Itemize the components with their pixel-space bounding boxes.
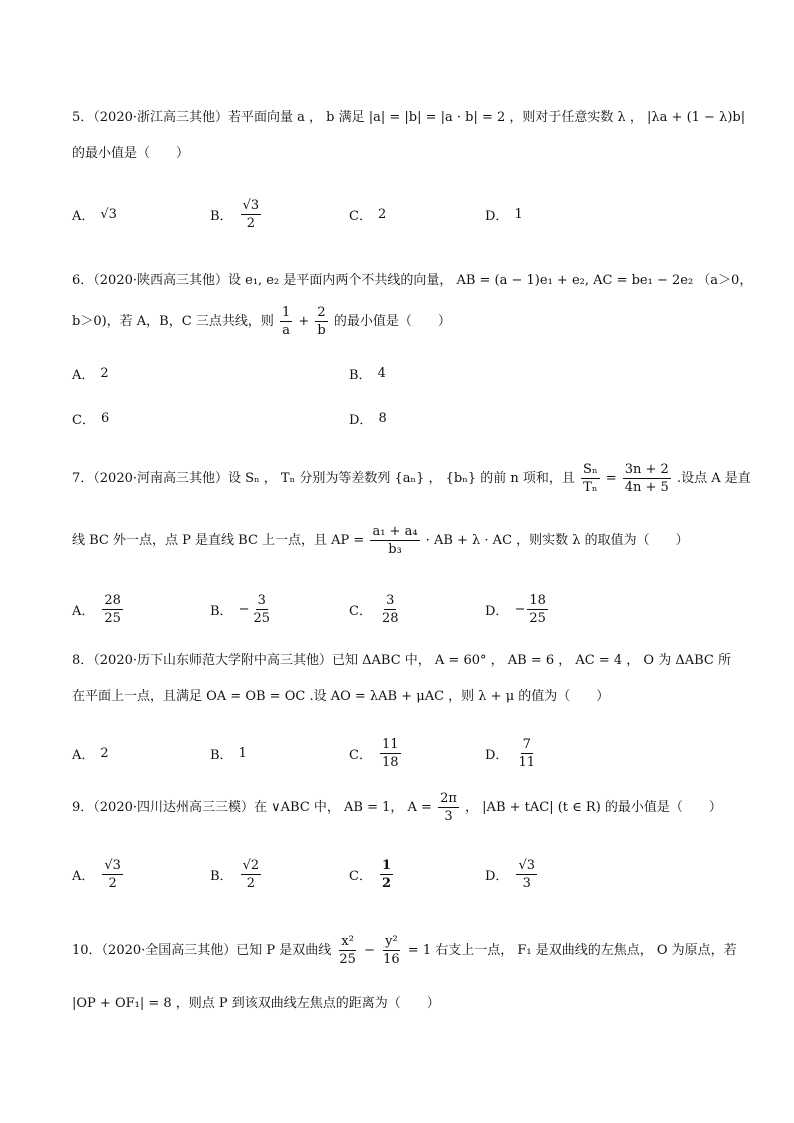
q6-option-b (349, 351, 386, 395)
option-value: 2 (377, 206, 387, 222)
option-label: C． (349, 603, 372, 619)
q8-stem-line2: 在平面上一点，且满足 OA = OB = OC .设 AO = λAB + μAC ，则 λ + μ 的值为（ ） (72, 689, 610, 704)
fraction-denominator: 28 (381, 610, 399, 626)
q7-option-b (210, 587, 274, 631)
q7-stem-line1 (72, 459, 751, 499)
q6-fraction-2 (315, 304, 327, 339)
fraction-denominator: 25 (104, 610, 121, 626)
fraction-denominator: b (317, 323, 326, 338)
fraction-numerator: √3 (518, 857, 535, 873)
option-label: A． (72, 747, 95, 763)
q7-options (72, 587, 722, 631)
option-label: A． (72, 208, 95, 224)
option-fraction (251, 592, 272, 627)
q7-fraction-ratio (623, 461, 671, 496)
fraction-denominator: a (282, 323, 290, 338)
q9-fraction-angle (438, 790, 459, 825)
option-label: B． (210, 747, 233, 763)
fraction-numerator: 7 (522, 736, 531, 752)
fraction-numerator: 18 (529, 592, 546, 608)
q7-fraction-s-over-t (581, 461, 600, 496)
q7-stem-text: · AB + λ · AC ，则实数 λ 的取值为（ ） (421, 533, 689, 548)
q10-stem-line1 (72, 931, 737, 971)
q10-stem-text: 10．（2020·全国高三其他）已知 P 是双曲线 (72, 943, 336, 958)
fraction-denominator: 4n + 5 (624, 480, 669, 495)
fraction-denominator: Tₙ (583, 480, 598, 495)
option-fraction (380, 857, 393, 892)
q7-stem-text: .设点 A 是直 (672, 471, 751, 486)
equals-sign: = (601, 471, 621, 486)
q9-options (72, 852, 722, 896)
option-value: 2 (100, 365, 109, 381)
q6-options-row2 (72, 396, 722, 440)
fraction-denominator: 25 (253, 610, 271, 626)
q10-stem-line2: |OP + OF₁| = 8 ，则点 P 到该双曲线左焦点的距离为（ ） (72, 996, 440, 1011)
option-value: 4 (377, 365, 386, 381)
q9-option-d (485, 852, 539, 896)
option-label: A． (72, 603, 95, 619)
fraction-numerator: 3 (257, 592, 266, 608)
q7-option-d (485, 587, 550, 631)
q8-option-a (72, 731, 109, 775)
q8-stem-line1: 8．（2020·历下山东师范大学附中高三其他）已知 ΔABC 中， A = 60° ， AB = 6 ， AC = 4 ， O 为 ΔABC 所 (72, 653, 731, 668)
fraction-denominator: 11 (518, 754, 535, 770)
q9-stem-text: 9．（2020·四川达州高三三模）在 ∨ABC 中， AB = 1， A = (72, 800, 437, 815)
q7-stem-line2 (72, 521, 689, 561)
q6-stem-line2 (72, 302, 451, 342)
q9-stem-text: ， |AB + tAC| (t ∈ R) 的最小值是（ ） (460, 800, 722, 815)
fraction-numerator: 1 (381, 857, 391, 873)
q5-option-b (210, 192, 263, 236)
fraction-numerator: √3 (104, 857, 121, 873)
fraction-numerator: √2 (242, 857, 260, 873)
option-fraction (241, 857, 262, 892)
option-value: 6 (100, 410, 110, 426)
q8-option-c (349, 731, 403, 775)
option-label: B． (210, 603, 233, 619)
minus-sign: − (359, 943, 380, 958)
option-label: D． (485, 208, 509, 224)
fraction-denominator: 3 (444, 809, 453, 824)
fraction-numerator: 1 (281, 305, 291, 320)
option-label: D． (485, 868, 509, 884)
q6-option-d (349, 396, 387, 440)
option-fraction (102, 592, 123, 627)
fraction-denominator: b₃ (388, 542, 402, 557)
fraction-numerator: √3 (242, 197, 260, 213)
q7-stem-text: 7．（2020·河南高三其他）设 Sₙ ， Tₙ 分别为等差数列 {aₙ} ， {bₙ} 的前 n 项和，且 (72, 471, 580, 486)
q5-options (72, 192, 722, 236)
q5-option-a (72, 192, 117, 236)
minus-sign: − (514, 601, 526, 617)
option-value: 2 (100, 745, 109, 761)
option-label: C． (349, 868, 372, 884)
q6-option-a (72, 351, 109, 395)
fraction-numerator: 2π (440, 791, 457, 806)
option-label: D． (349, 412, 373, 428)
option-label: B． (210, 208, 233, 224)
fraction-numerator: a₁ + a₄ (372, 524, 418, 539)
fraction-numerator: 11 (381, 736, 399, 752)
option-fraction (241, 197, 262, 232)
option-fraction (102, 857, 123, 892)
q8-options (72, 731, 722, 775)
fraction-denominator: 25 (529, 610, 546, 626)
fraction-numerator: 2 (317, 305, 326, 320)
fraction-denominator: 18 (381, 754, 399, 770)
plus-sign: + (294, 314, 314, 329)
minus-sign: − (238, 601, 250, 617)
option-label: D． (485, 603, 509, 619)
q7-stem-text: 线 BC 外一点，点 P 是直线 BC 上一点，且 AP = (72, 533, 369, 548)
fraction-numerator: 28 (104, 592, 121, 608)
option-value: 1 (238, 745, 247, 761)
q7-option-c (349, 587, 403, 631)
fraction-numerator: 3 (386, 592, 395, 608)
option-label: C． (349, 208, 372, 224)
option-label: C． (72, 412, 95, 428)
option-fraction (516, 857, 537, 892)
q6-stem-text: b＞0)，若 A，B，C 三点共线，则 (72, 314, 278, 329)
option-label: D． (485, 747, 509, 763)
q5-stem-line1: 5．（2020·浙江高三其他）若平面向量 a ， b 满足 |a| = |b| = |a · b| = 2 ，则对于任意实数 λ ， |λa + (1 − λ)b| (72, 110, 746, 125)
fraction-denominator: 2 (246, 215, 255, 231)
q8-option-b (210, 731, 247, 775)
fraction-numerator: y² (385, 934, 398, 949)
option-value: 1 (514, 206, 523, 222)
q10-stem-text: = 1 右支上一点， F₁ 是双曲线的左焦点， O 为原点，若 (403, 943, 737, 958)
option-value: √3 (100, 206, 117, 222)
option-fraction (527, 592, 548, 627)
option-label: C． (349, 747, 372, 763)
fraction-denominator: 3 (522, 875, 531, 891)
q7-option-a (72, 587, 125, 631)
q9-stem-line1 (72, 788, 722, 828)
option-value: 8 (378, 410, 387, 426)
q6-stem-text: 的最小值是（ ） (329, 314, 451, 329)
option-label: B． (349, 367, 372, 383)
q8-option-d (485, 731, 539, 775)
fraction-numerator: 3n + 2 (624, 462, 669, 477)
q9-option-b (210, 852, 263, 896)
option-label: A． (72, 868, 95, 884)
option-fraction (380, 592, 401, 627)
fraction-denominator: 2 (246, 875, 255, 891)
option-fraction (380, 736, 401, 771)
q5-stem-line2: 的最小值是（ ） (72, 146, 190, 161)
fraction-numerator: Sₙ (583, 462, 598, 477)
fraction-denominator: 2 (108, 875, 117, 891)
q6-fraction-1 (280, 304, 292, 339)
q5-option-c (349, 192, 386, 236)
q6-option-c (72, 396, 109, 440)
option-label: A． (72, 367, 95, 383)
q7-fraction-coef (370, 523, 419, 558)
fraction-denominator: 2 (381, 875, 391, 891)
q5-option-d (485, 192, 523, 236)
option-fraction (516, 736, 537, 771)
q9-option-c (349, 852, 395, 896)
fraction-denominator: 25 (339, 952, 356, 967)
q9-option-a (72, 852, 125, 896)
q6-stem-line1: 6．（2020·陕西高三其他）设 e₁, e₂ 是平面内两个不共线的向量， AB = (a − 1)e₁ + e₂, AC = be₁ − 2e₂ （a＞0， (72, 273, 753, 288)
q10-fraction-y (381, 933, 402, 968)
q10-fraction-x (337, 933, 358, 968)
fraction-denominator: 16 (383, 952, 400, 967)
option-label: B． (210, 868, 233, 884)
q6-options-row1 (72, 351, 722, 395)
fraction-numerator: x² (341, 934, 354, 949)
